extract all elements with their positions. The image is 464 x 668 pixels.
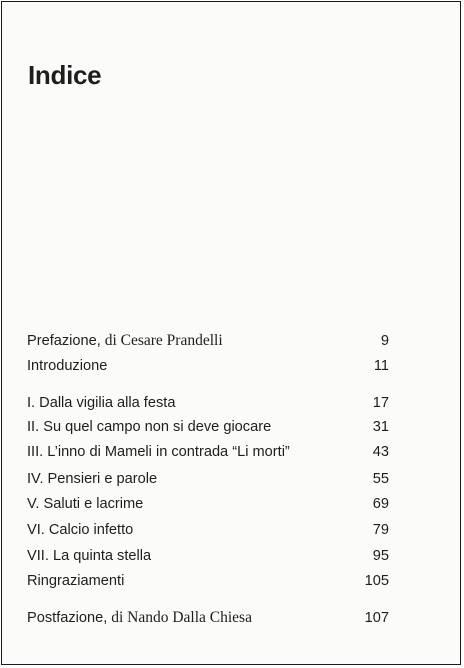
toc-entry-text xyxy=(27,416,271,438)
toc-entry-chapter-3[interactable] xyxy=(27,441,389,463)
toc-entry-text xyxy=(27,570,124,592)
toc-page-number: 95 xyxy=(372,548,389,564)
toc-entry-label: Ringraziamenti xyxy=(27,573,125,589)
toc-entry-label: III. L’inno di Mameli in contrada “Li morti” xyxy=(27,444,290,460)
toc-page-number: 9 xyxy=(380,333,389,349)
toc-entry-label: IV. Pensieri e parole xyxy=(27,471,158,487)
toc-entry-label: VI. Calcio infetto xyxy=(27,522,134,538)
toc-page-number: 55 xyxy=(372,471,389,487)
toc-entry-text xyxy=(27,355,107,377)
toc-page-number: 31 xyxy=(372,419,389,435)
toc-entry-text xyxy=(27,330,223,352)
toc-entry-label: Postfazione, xyxy=(27,610,108,626)
toc-entry-label: Prefazione, xyxy=(27,333,101,349)
toc-entry-label: Introduzione xyxy=(27,358,108,374)
toc-entry-chapter-5[interactable] xyxy=(27,493,389,515)
toc-entry-chapter-6[interactable] xyxy=(27,519,389,541)
toc-entry-label: II. Su quel campo non si deve giocare xyxy=(27,419,272,435)
toc-entry-text xyxy=(27,545,151,567)
toc-entry-postfazione[interactable] xyxy=(27,607,389,629)
toc-entry-text xyxy=(27,392,175,414)
toc-entry-chapter-7[interactable] xyxy=(27,545,389,567)
toc-page-number: 17 xyxy=(372,395,389,411)
toc-entry-author: di Cesare Prandelli xyxy=(100,332,223,349)
toc-entry-text xyxy=(27,607,252,629)
toc-entry-introduzione[interactable] xyxy=(27,355,389,377)
page-title: Indice xyxy=(28,60,102,90)
toc-entry-label: I. Dalla vigilia alla festa xyxy=(27,395,176,411)
page-frame xyxy=(1,1,461,665)
toc-entry-ringraziamenti[interactable] xyxy=(27,570,389,592)
toc-entry-text xyxy=(27,493,143,515)
toc-entry-chapter-4[interactable] xyxy=(27,468,389,490)
toc-entry-prefazione[interactable] xyxy=(27,330,389,352)
toc-entry-label: V. Saluti e lacrime xyxy=(27,496,144,512)
toc-entry-text xyxy=(27,441,290,463)
toc-page-number: 107 xyxy=(364,610,389,626)
toc-entry-label: VII. La quinta stella xyxy=(27,548,152,564)
toc-entry-chapter-1[interactable] xyxy=(27,392,389,414)
toc-page-number: 105 xyxy=(364,573,389,589)
toc-page-number: 69 xyxy=(372,496,389,512)
toc-page-number: 11 xyxy=(373,358,389,374)
toc-entry-chapter-2[interactable] xyxy=(27,416,389,438)
toc-page-number: 43 xyxy=(372,444,389,460)
toc-page-number: 79 xyxy=(372,522,389,538)
toc-entry-text xyxy=(27,468,157,490)
toc-entry-text xyxy=(27,519,133,541)
toc-entry-author: di Nando Dalla Chiesa xyxy=(107,609,252,626)
